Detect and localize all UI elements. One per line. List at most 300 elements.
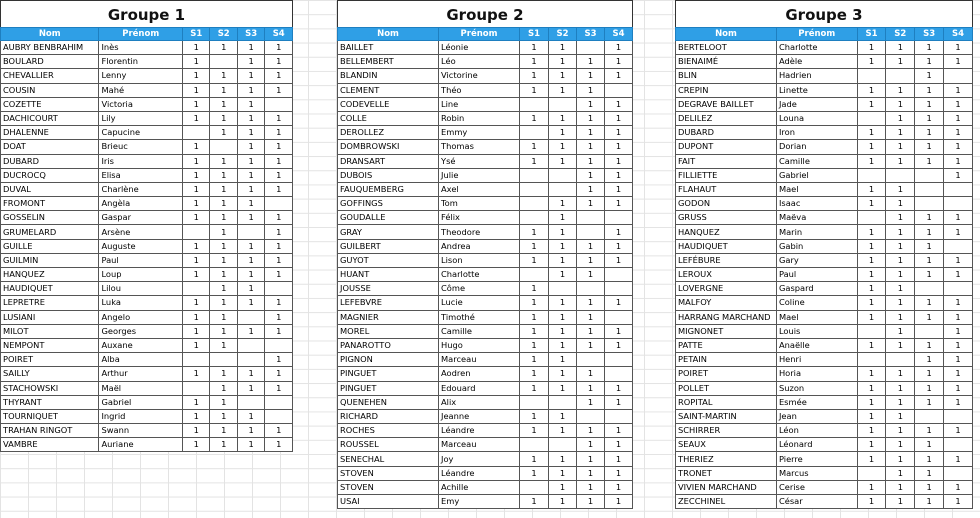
cell-nom[interactable]: GOFFINGS <box>338 197 439 211</box>
cell-prenom[interactable]: Mael <box>776 182 857 196</box>
cell-s4[interactable]: 1 <box>265 253 293 267</box>
cell-s1[interactable]: 1 <box>520 495 549 509</box>
cell-prenom[interactable]: Lily <box>99 111 183 125</box>
cell-s2[interactable]: 1 <box>549 310 577 324</box>
cell-prenom[interactable]: Axel <box>439 182 520 196</box>
cell-s1[interactable]: 1 <box>520 253 549 267</box>
cell-s3[interactable]: 1 <box>577 197 605 211</box>
cell-s4[interactable]: 1 <box>944 395 973 409</box>
cell-s1[interactable] <box>520 197 549 211</box>
cell-prenom[interactable]: Charlotte <box>439 268 520 282</box>
cell-nom[interactable]: COLLE <box>338 111 439 125</box>
cell-prenom[interactable]: Hugo <box>439 338 520 352</box>
cell-s2[interactable]: 1 <box>886 282 915 296</box>
cell-prenom[interactable]: Ysé <box>439 154 520 168</box>
cell-s2[interactable]: 1 <box>549 126 577 140</box>
cell-s2[interactable]: 1 <box>210 253 237 267</box>
cell-s4[interactable]: 1 <box>944 225 973 239</box>
cell-prenom[interactable]: Camille <box>439 324 520 338</box>
cell-s3[interactable]: 1 <box>237 97 264 111</box>
cell-s2[interactable]: 1 <box>886 324 915 338</box>
cell-s2[interactable]: 1 <box>886 55 915 69</box>
cell-s3[interactable]: 1 <box>577 424 605 438</box>
cell-s1[interactable] <box>520 395 549 409</box>
cell-s3[interactable]: 1 <box>577 296 605 310</box>
cell-s4[interactable]: 1 <box>605 338 633 352</box>
cell-prenom[interactable]: Alix <box>439 395 520 409</box>
cell-s4[interactable]: 1 <box>605 296 633 310</box>
cell-s4[interactable]: 1 <box>265 69 293 83</box>
cell-s3[interactable]: 1 <box>915 83 944 97</box>
cell-nom[interactable]: BLANDIN <box>338 69 439 83</box>
cell-nom[interactable]: THYRANT <box>1 395 99 409</box>
cell-prenom[interactable]: Edouard <box>439 381 520 395</box>
cell-s2[interactable]: 1 <box>210 409 237 423</box>
cell-prenom[interactable]: Camille <box>776 154 857 168</box>
cell-s1[interactable]: 1 <box>857 126 886 140</box>
cell-s3[interactable]: 1 <box>915 69 944 83</box>
cell-s3[interactable]: 1 <box>915 495 944 509</box>
cell-s4[interactable] <box>605 310 633 324</box>
cell-s3[interactable] <box>237 310 264 324</box>
cell-s3[interactable]: 1 <box>237 154 264 168</box>
cell-s1[interactable]: 1 <box>520 111 549 125</box>
cell-s2[interactable]: 1 <box>886 409 915 423</box>
cell-nom[interactable]: TRAHAN RINGOT <box>1 424 99 438</box>
cell-prenom[interactable]: Gabriel <box>99 395 183 409</box>
cell-s2[interactable]: 1 <box>210 381 237 395</box>
cell-prenom[interactable]: Emmy <box>439 126 520 140</box>
cell-s4[interactable]: 1 <box>944 367 973 381</box>
cell-nom[interactable]: BLIN <box>676 69 777 83</box>
cell-s3[interactable]: 1 <box>237 268 264 282</box>
cell-s2[interactable]: 1 <box>549 324 577 338</box>
cell-s1[interactable]: 1 <box>182 69 209 83</box>
cell-s2[interactable]: 1 <box>886 197 915 211</box>
cell-s4[interactable]: 1 <box>944 253 973 267</box>
cell-prenom[interactable]: Cerise <box>776 480 857 494</box>
cell-nom[interactable]: DELILEZ <box>676 111 777 125</box>
cell-prenom[interactable]: Thomas <box>439 140 520 154</box>
cell-nom[interactable]: HAUDIQUET <box>1 282 99 296</box>
cell-s3[interactable]: 1 <box>577 69 605 83</box>
cell-s3[interactable]: 1 <box>915 41 944 55</box>
cell-s3[interactable]: 1 <box>915 424 944 438</box>
cell-nom[interactable]: PETAIN <box>676 353 777 367</box>
cell-s1[interactable]: 1 <box>182 182 209 196</box>
cell-s2[interactable]: 1 <box>210 239 237 253</box>
cell-s2[interactable]: 1 <box>886 225 915 239</box>
cell-prenom[interactable]: Auriane <box>99 438 183 452</box>
cell-s3[interactable]: 1 <box>577 324 605 338</box>
cell-s2[interactable]: 1 <box>549 154 577 168</box>
cell-s1[interactable]: 1 <box>182 83 209 97</box>
cell-s4[interactable]: 1 <box>605 69 633 83</box>
cell-s3[interactable]: 1 <box>237 197 264 211</box>
cell-s1[interactable]: 1 <box>182 111 209 125</box>
cell-s1[interactable]: 1 <box>520 338 549 352</box>
cell-nom[interactable]: BERTELOOT <box>676 41 777 55</box>
cell-s1[interactable]: 1 <box>182 239 209 253</box>
cell-prenom[interactable]: Robin <box>439 111 520 125</box>
cell-prenom[interactable]: Arsène <box>99 225 183 239</box>
cell-s1[interactable]: 1 <box>520 154 549 168</box>
cell-s4[interactable] <box>605 268 633 282</box>
cell-s4[interactable]: 1 <box>605 154 633 168</box>
cell-s1[interactable]: 1 <box>182 168 209 182</box>
cell-s2[interactable]: 1 <box>210 324 237 338</box>
cell-s4[interactable]: 1 <box>944 495 973 509</box>
cell-prenom[interactable]: Marcus <box>776 466 857 480</box>
cell-s2[interactable]: 1 <box>210 395 237 409</box>
cell-s2[interactable]: 1 <box>210 282 237 296</box>
cell-prenom[interactable]: Gabriel <box>776 168 857 182</box>
cell-nom[interactable]: JOUSSE <box>338 282 439 296</box>
cell-s2[interactable]: 1 <box>886 83 915 97</box>
cell-nom[interactable]: FROMONT <box>1 197 99 211</box>
cell-nom[interactable]: SAILLY <box>1 367 99 381</box>
cell-nom[interactable]: CREPIN <box>676 83 777 97</box>
cell-s4[interactable]: 1 <box>944 168 973 182</box>
cell-s3[interactable]: 1 <box>577 239 605 253</box>
cell-s4[interactable]: 1 <box>944 41 973 55</box>
cell-prenom[interactable]: Timothé <box>439 310 520 324</box>
cell-s1[interactable]: 1 <box>182 424 209 438</box>
cell-s3[interactable]: 1 <box>915 154 944 168</box>
cell-prenom[interactable]: Marceau <box>439 438 520 452</box>
cell-s2[interactable]: 1 <box>549 211 577 225</box>
cell-s3[interactable]: 1 <box>237 140 264 154</box>
cell-prenom[interactable]: Joy <box>439 452 520 466</box>
cell-s1[interactable]: 1 <box>857 381 886 395</box>
cell-prenom[interactable]: Andrea <box>439 239 520 253</box>
cell-s2[interactable]: 1 <box>210 182 237 196</box>
cell-prenom[interactable]: Florentin <box>99 55 183 69</box>
cell-s4[interactable] <box>265 409 293 423</box>
cell-s1[interactable]: 1 <box>857 239 886 253</box>
cell-s2[interactable]: 1 <box>886 310 915 324</box>
cell-prenom[interactable]: Léandre <box>439 466 520 480</box>
cell-s4[interactable] <box>265 197 293 211</box>
cell-s2[interactable]: 1 <box>886 239 915 253</box>
cell-prenom[interactable]: Jade <box>776 97 857 111</box>
cell-s1[interactable]: 1 <box>182 140 209 154</box>
cell-nom[interactable]: GRAY <box>338 225 439 239</box>
cell-s3[interactable]: 1 <box>915 353 944 367</box>
cell-s2[interactable]: 1 <box>549 41 577 55</box>
cell-s4[interactable]: 1 <box>265 126 293 140</box>
cell-s2[interactable]: 1 <box>549 381 577 395</box>
cell-s4[interactable] <box>605 211 633 225</box>
cell-s1[interactable]: 1 <box>520 55 549 69</box>
cell-s2[interactable] <box>886 168 915 182</box>
cell-nom[interactable]: DACHICOURT <box>1 111 99 125</box>
cell-nom[interactable]: TOURNIQUET <box>1 409 99 423</box>
cell-s2[interactable]: 1 <box>210 111 237 125</box>
cell-s1[interactable]: 1 <box>857 495 886 509</box>
cell-s2[interactable]: 1 <box>549 69 577 83</box>
cell-s1[interactable]: 1 <box>857 310 886 324</box>
cell-prenom[interactable]: Elisa <box>99 168 183 182</box>
cell-nom[interactable]: CLEMENT <box>338 83 439 97</box>
cell-s3[interactable] <box>577 409 605 423</box>
cell-s1[interactable] <box>857 211 886 225</box>
cell-s2[interactable]: 1 <box>886 395 915 409</box>
cell-prenom[interactable]: Henri <box>776 353 857 367</box>
cell-s3[interactable]: 1 <box>577 367 605 381</box>
cell-s2[interactable]: 1 <box>886 253 915 267</box>
cell-s3[interactable]: 1 <box>915 381 944 395</box>
cell-nom[interactable]: HARRANG MARCHAND <box>676 310 777 324</box>
cell-s4[interactable]: 1 <box>265 438 293 452</box>
cell-s4[interactable] <box>944 438 973 452</box>
cell-s3[interactable] <box>237 338 264 352</box>
cell-s2[interactable]: 1 <box>886 466 915 480</box>
cell-s3[interactable]: 1 <box>577 126 605 140</box>
cell-s1[interactable] <box>182 225 209 239</box>
cell-s2[interactable]: 1 <box>210 367 237 381</box>
cell-s4[interactable]: 1 <box>265 225 293 239</box>
cell-s3[interactable]: 1 <box>237 253 264 267</box>
cell-prenom[interactable]: Léonie <box>439 41 520 55</box>
cell-s3[interactable] <box>577 353 605 367</box>
cell-nom[interactable]: GUILLE <box>1 239 99 253</box>
cell-s1[interactable] <box>520 211 549 225</box>
cell-s2[interactable]: 1 <box>886 111 915 125</box>
cell-s3[interactable]: 1 <box>237 41 264 55</box>
cell-s1[interactable]: 1 <box>857 282 886 296</box>
cell-s3[interactable]: 1 <box>577 310 605 324</box>
cell-s1[interactable]: 1 <box>182 438 209 452</box>
cell-s3[interactable]: 1 <box>577 480 605 494</box>
cell-s4[interactable]: 1 <box>265 168 293 182</box>
cell-s2[interactable]: 1 <box>549 140 577 154</box>
cell-s4[interactable]: 1 <box>265 154 293 168</box>
cell-prenom[interactable]: César <box>776 495 857 509</box>
cell-s1[interactable]: 1 <box>520 424 549 438</box>
cell-nom[interactable]: COZETTE <box>1 97 99 111</box>
cell-prenom[interactable]: Angelo <box>99 310 183 324</box>
cell-prenom[interactable]: Tom <box>439 197 520 211</box>
cell-nom[interactable]: POIRET <box>1 353 99 367</box>
cell-nom[interactable]: CODEVELLE <box>338 97 439 111</box>
cell-prenom[interactable]: Gaspard <box>776 282 857 296</box>
cell-s1[interactable]: 1 <box>182 55 209 69</box>
cell-s4[interactable]: 1 <box>605 438 633 452</box>
cell-prenom[interactable]: Lison <box>439 253 520 267</box>
cell-s4[interactable]: 1 <box>265 381 293 395</box>
cell-nom[interactable]: THERIEZ <box>676 452 777 466</box>
cell-s2[interactable] <box>549 395 577 409</box>
cell-s4[interactable]: 1 <box>605 168 633 182</box>
cell-s3[interactable]: 1 <box>237 69 264 83</box>
cell-prenom[interactable]: Léon <box>776 424 857 438</box>
cell-s2[interactable]: 1 <box>210 310 237 324</box>
cell-prenom[interactable]: Hadrien <box>776 69 857 83</box>
cell-prenom[interactable]: Lucie <box>439 296 520 310</box>
cell-nom[interactable]: DUVAL <box>1 182 99 196</box>
cell-nom[interactable]: DUBARD <box>676 126 777 140</box>
cell-s4[interactable]: 1 <box>605 97 633 111</box>
cell-prenom[interactable]: Achille <box>439 480 520 494</box>
cell-s3[interactable]: 1 <box>915 225 944 239</box>
cell-prenom[interactable]: Louna <box>776 111 857 125</box>
cell-nom[interactable]: HAUDIQUET <box>676 239 777 253</box>
cell-prenom[interactable]: Marceau <box>439 353 520 367</box>
cell-s3[interactable]: 1 <box>915 438 944 452</box>
cell-nom[interactable]: USAI <box>338 495 439 509</box>
cell-nom[interactable]: FAIT <box>676 154 777 168</box>
cell-s3[interactable] <box>577 282 605 296</box>
cell-prenom[interactable]: Emy <box>439 495 520 509</box>
cell-s1[interactable]: 1 <box>520 239 549 253</box>
cell-s2[interactable] <box>549 168 577 182</box>
cell-nom[interactable]: FILLIETTE <box>676 168 777 182</box>
cell-s1[interactable] <box>857 69 886 83</box>
cell-s4[interactable]: 1 <box>265 111 293 125</box>
cell-nom[interactable]: STACHOWSKI <box>1 381 99 395</box>
cell-prenom[interactable]: Léo <box>439 55 520 69</box>
cell-s1[interactable]: 1 <box>857 338 886 352</box>
cell-nom[interactable]: VIVIEN MARCHAND <box>676 480 777 494</box>
cell-s4[interactable]: 1 <box>605 253 633 267</box>
cell-nom[interactable]: PATTE <box>676 338 777 352</box>
cell-s4[interactable]: 1 <box>605 182 633 196</box>
cell-s2[interactable]: 1 <box>886 424 915 438</box>
cell-s2[interactable]: 1 <box>549 353 577 367</box>
cell-s4[interactable]: 1 <box>265 83 293 97</box>
cell-s4[interactable]: 1 <box>944 324 973 338</box>
cell-prenom[interactable]: Inès <box>99 41 183 55</box>
cell-prenom[interactable]: Côme <box>439 282 520 296</box>
cell-prenom[interactable]: Coline <box>776 296 857 310</box>
cell-prenom[interactable]: Auguste <box>99 239 183 253</box>
cell-s2[interactable]: 1 <box>549 268 577 282</box>
cell-nom[interactable]: GOSSELIN <box>1 211 99 225</box>
cell-s3[interactable]: 1 <box>577 495 605 509</box>
cell-s4[interactable]: 1 <box>265 367 293 381</box>
cell-s4[interactable]: 1 <box>944 111 973 125</box>
cell-prenom[interactable]: Julie <box>439 168 520 182</box>
cell-s2[interactable]: 1 <box>549 338 577 352</box>
cell-s4[interactable]: 1 <box>944 55 973 69</box>
cell-s4[interactable] <box>944 239 973 253</box>
cell-s3[interactable]: 1 <box>915 480 944 494</box>
cell-nom[interactable]: GUILMIN <box>1 253 99 267</box>
cell-s2[interactable]: 1 <box>210 168 237 182</box>
cell-nom[interactable]: LOVERGNE <box>676 282 777 296</box>
cell-s1[interactable]: 1 <box>182 310 209 324</box>
cell-s4[interactable]: 1 <box>265 41 293 55</box>
cell-s3[interactable] <box>915 324 944 338</box>
cell-prenom[interactable]: Victoria <box>99 97 183 111</box>
cell-s4[interactable]: 1 <box>605 480 633 494</box>
cell-s1[interactable]: 1 <box>857 296 886 310</box>
cell-s1[interactable]: 1 <box>182 253 209 267</box>
cell-nom[interactable]: DUCROCQ <box>1 168 99 182</box>
cell-s4[interactable]: 1 <box>265 211 293 225</box>
cell-s3[interactable]: 1 <box>577 268 605 282</box>
cell-prenom[interactable]: Linette <box>776 83 857 97</box>
cell-s4[interactable] <box>605 83 633 97</box>
cell-s2[interactable]: 1 <box>549 495 577 509</box>
cell-s2[interactable]: 1 <box>210 154 237 168</box>
cell-prenom[interactable]: Capucine <box>99 126 183 140</box>
cell-nom[interactable]: SAINT-MARTIN <box>676 409 777 423</box>
cell-s2[interactable]: 1 <box>549 253 577 267</box>
cell-s4[interactable]: 1 <box>605 324 633 338</box>
cell-prenom[interactable]: Angèla <box>99 197 183 211</box>
cell-nom[interactable]: PIGNON <box>338 353 439 367</box>
cell-s1[interactable] <box>182 282 209 296</box>
cell-s1[interactable]: 1 <box>857 55 886 69</box>
cell-s4[interactable]: 1 <box>944 338 973 352</box>
cell-prenom[interactable]: Auxane <box>99 338 183 352</box>
cell-s4[interactable]: 1 <box>605 381 633 395</box>
cell-s1[interactable]: 1 <box>520 41 549 55</box>
cell-s1[interactable]: 1 <box>520 225 549 239</box>
cell-nom[interactable]: MILOT <box>1 324 99 338</box>
cell-s4[interactable] <box>265 395 293 409</box>
cell-s4[interactable]: 1 <box>944 353 973 367</box>
cell-s4[interactable] <box>944 69 973 83</box>
cell-s4[interactable]: 1 <box>265 182 293 196</box>
cell-prenom[interactable]: Ingrid <box>99 409 183 423</box>
cell-s1[interactable]: 1 <box>520 296 549 310</box>
cell-nom[interactable]: DOAT <box>1 140 99 154</box>
cell-s3[interactable]: 1 <box>915 97 944 111</box>
cell-s4[interactable]: 1 <box>605 225 633 239</box>
cell-s1[interactable]: 1 <box>857 480 886 494</box>
cell-prenom[interactable]: Lenny <box>99 69 183 83</box>
cell-prenom[interactable]: Loup <box>99 268 183 282</box>
cell-s1[interactable]: 1 <box>182 41 209 55</box>
cell-nom[interactable]: PINGUET <box>338 381 439 395</box>
cell-nom[interactable]: DEGRAVE BAILLET <box>676 97 777 111</box>
cell-nom[interactable]: GUYOT <box>338 253 439 267</box>
cell-s3[interactable]: 1 <box>577 381 605 395</box>
cell-s1[interactable] <box>857 353 886 367</box>
cell-s3[interactable]: 1 <box>237 168 264 182</box>
cell-s2[interactable] <box>210 353 237 367</box>
cell-s4[interactable]: 1 <box>265 296 293 310</box>
cell-s1[interactable]: 1 <box>182 395 209 409</box>
cell-s4[interactable] <box>265 97 293 111</box>
cell-s3[interactable]: 1 <box>577 168 605 182</box>
cell-s2[interactable]: 1 <box>210 296 237 310</box>
cell-s2[interactable]: 1 <box>210 438 237 452</box>
cell-nom[interactable]: PANAROTTO <box>338 338 439 352</box>
cell-prenom[interactable]: Gary <box>776 253 857 267</box>
cell-s2[interactable]: 1 <box>210 197 237 211</box>
cell-prenom[interactable]: Alba <box>99 353 183 367</box>
cell-s3[interactable] <box>237 353 264 367</box>
cell-s1[interactable]: 1 <box>520 381 549 395</box>
cell-s1[interactable]: 1 <box>857 225 886 239</box>
cell-s4[interactable]: 1 <box>944 452 973 466</box>
cell-s4[interactable] <box>944 409 973 423</box>
cell-s4[interactable]: 1 <box>265 310 293 324</box>
cell-s3[interactable]: 1 <box>237 367 264 381</box>
cell-s4[interactable]: 1 <box>605 452 633 466</box>
cell-prenom[interactable]: Mael <box>776 310 857 324</box>
cell-s2[interactable]: 1 <box>210 268 237 282</box>
cell-s4[interactable]: 1 <box>605 395 633 409</box>
cell-s4[interactable]: 1 <box>944 211 973 225</box>
cell-prenom[interactable]: Gaspar <box>99 211 183 225</box>
cell-prenom[interactable]: Léonard <box>776 438 857 452</box>
cell-prenom[interactable]: Marin <box>776 225 857 239</box>
